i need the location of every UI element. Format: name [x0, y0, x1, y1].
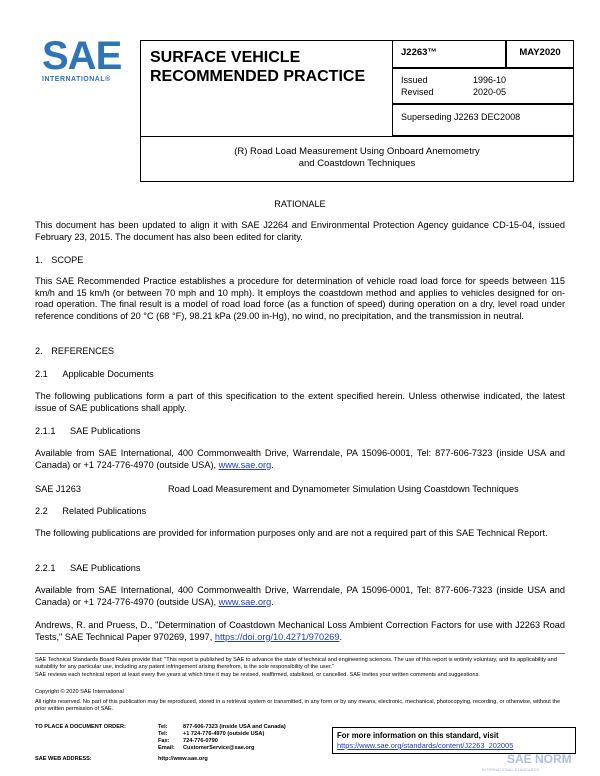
sae-logo: SAE: [42, 34, 122, 78]
section-2-2-1-number: 2.2.1: [35, 563, 56, 573]
document-title-box: [140, 136, 574, 182]
doc-id-box: [392, 40, 506, 68]
watermark-subtext: INTERNATIONAL STANDARDS: [482, 767, 540, 772]
revised-value: 2020-05: [473, 87, 507, 97]
reference-andrews-text: Andrews, R. and Pruess, D., "Determination of Coastdown Mechanical Loss Ambient Correction Factors for use with J2263 Road Tests," SAE Technical Paper 970269, 1997,: [35, 620, 565, 642]
sae-logo-subtitle: INTERNATIONAL®: [42, 76, 111, 83]
fax-number: 724-776-0790: [183, 738, 218, 744]
section-1-number: 1.: [35, 255, 43, 265]
title-line-1: SURFACE VEHICLE: [150, 49, 301, 66]
rationale-text: This document has been updated to align it with SAE J2264 and Environmental Protection Agency guidance CD-15-04, issued February 23, 2015. The document has also been edited for clarity.: [35, 220, 565, 242]
tel-inside: 877-606-7323 (inside USA and Canada): [183, 724, 286, 730]
sae-website-link-2[interactable]: www.sae.org: [218, 596, 272, 607]
section-2-2-1-title: SAE Publications: [70, 563, 141, 573]
section-2-1-heading: [35, 369, 154, 381]
section-2-1-number: 2.1: [35, 369, 48, 379]
section-2-1-title: Applicable Documents: [62, 369, 154, 379]
section-2-2-1-body: Available from SAE International, 400 Commonwealth Drive, Warrendale, PA 15096-0001, Tel: 877-606-7323 (inside USA and Canada) or +1 724-776-4970 (outside USA),: [35, 585, 565, 607]
email-address[interactable]: CustomerService@sae.org: [183, 745, 255, 751]
section-2-2-number: 2.2: [35, 506, 48, 516]
section-2-1-1-number: 2.1.1: [35, 426, 56, 436]
ref-sae-j1263-title: Road Load Measurement and Dynamometer Simulation Using Coastdown Techniques: [168, 484, 519, 494]
section-2-number: 2.: [35, 346, 43, 356]
more-info-box: [332, 727, 576, 754]
date-box: [506, 40, 574, 68]
section-2-1-1-text: Available from SAE International, 400 Commonwealth Drive, Warrendale, PA 15096-0001, Tel: 877-606-7323 (inside USA and Canada) or +1 724-776-4970 (outside USA), www.sae.org.: [35, 448, 565, 470]
section-2-2-text: The following publications are provided for information purposes only and are not a required part of this SAE Technical Report.: [35, 528, 548, 538]
section-2-2-1-text: Available from SAE International, 400 Commonwealth Drive, Warrendale, PA 15096-0001, Tel: 877-606-7323 (inside USA and Canada) or +1 724-776-4970 (outside USA), www.sae.org.: [35, 585, 565, 607]
doc-date: MAY2020: [519, 47, 561, 58]
document-title: [141, 137, 573, 170]
section-2-2-1-heading: [35, 563, 140, 575]
document-type-title: [150, 48, 390, 86]
revised-label: Revised: [401, 87, 434, 97]
superseding-box: [392, 104, 574, 136]
superseding-text: Superseding J2263 DEC2008: [401, 112, 521, 122]
section-2-title: REFERENCES: [51, 346, 115, 356]
footer-copyright: Copyright © 2020 SAE International: [35, 689, 124, 695]
web-label: SAE WEB ADDRESS:: [35, 756, 92, 762]
section-2-heading: [35, 346, 114, 358]
doi-link[interactable]: https://doi.org/10.4271/970269: [214, 631, 340, 642]
web-address[interactable]: http://www.sae.org: [158, 756, 208, 762]
section-2-1-1-title: SAE Publications: [70, 426, 141, 436]
sae-website-link[interactable]: www.sae.org: [218, 459, 272, 470]
doc-id: J2263™: [401, 47, 437, 58]
tel-label-2: Tel:: [158, 731, 168, 737]
ref-sae-j1263-id: SAE J1263: [35, 484, 81, 494]
document-title-line-1: (R) Road Load Measurement Using Onboard Anemometry: [234, 146, 480, 157]
issue-box: [392, 68, 574, 104]
tel-outside: +1 724-776-4970 (outside USA): [183, 731, 265, 737]
footer-review-text: SAE reviews each technical report at least every five years at which time it may be revised, reaffirmed, stabilized, or cancelled. SAE invites your written comments and suggestions.: [35, 672, 480, 678]
email-label: Email:: [158, 745, 175, 751]
section-2-1-text: The following publications form a part of this specification to the extent specified herein. Unless otherwise indicated, the latest issue of SAE publications shall apply.: [35, 391, 565, 413]
rationale-heading: RATIONALE: [274, 199, 326, 209]
section-2-1-1-body: Available from SAE International, 400 Commonwealth Drive, Warrendale, PA 15096-0001, Tel: 877-606-7323 (inside USA and Canada) or +1 724-776-4970 (outside USA),: [35, 448, 565, 470]
footer-divider: [35, 653, 565, 654]
title-line-2: RECOMMENDED PRACTICE: [150, 68, 366, 85]
issued-value: 1996-10: [473, 75, 507, 85]
watermark-text: SAE NORM: [507, 752, 572, 766]
section-2-2-title: Related Publications: [62, 506, 147, 516]
footer-rights-text: All rights reserved. No part of this publication may be reproduced, stored in a retrieval system or transmitted, in any form or by any means, electronic, mechanical, photocopying, recording, or otherwise, without the prior written permission of SAE.: [35, 699, 561, 712]
document-title-line-2: and Coastdown Techniques: [298, 158, 416, 169]
more-info-link[interactable]: https://www.sae.org/standards/content/J2263_202005: [337, 741, 514, 750]
reference-andrews: Andrews, R. and Pruess, D., "Determination of Coastdown Mechanical Loss Ambient Correction Factors for use with J2263 Road Tests," SAE Technical Paper 970269, 1997, https://doi.org/10.4271/970269.: [35, 620, 565, 642]
section-2-2-heading: [35, 506, 146, 518]
section-1-text: This SAE Recommended Practice establishes a procedure for determination of vehicle road load force for speeds between 115 km/h and 15 km/h (or between 70 mph and 10 mph). It employs the coastdown method and applies to vehicles designed for on-road operation. The final result is a model of road load force (as a function of speed) during operation on a dry, level road under reference conditions of 20 °C (68 °F), 98.21 kPa (29.00 in-Hg), no wind, no precipitation, and the transmission in neutral.: [35, 276, 565, 321]
order-label: TO PLACE A DOCUMENT ORDER:: [35, 724, 126, 730]
issued-label: Issued: [401, 75, 428, 85]
section-1-title: SCOPE: [51, 255, 84, 265]
more-info-title: For more information on this standard, visit: [337, 731, 499, 740]
section-2-1-1-heading: [35, 426, 140, 438]
tel-label: Tel:: [158, 724, 168, 730]
fax-label: Fax:: [158, 738, 170, 744]
section-1-heading: [35, 255, 83, 267]
footer-rules-text: SAE Technical Standards Board Rules provide that: "This report is published by SAE to advance the state of technical and engineering sciences. The use of this report is entirely voluntary, and its applicability and suitability for any particular use, including any patent infringement arising therefrom, is the sole responsibility of the user.": [35, 657, 557, 670]
